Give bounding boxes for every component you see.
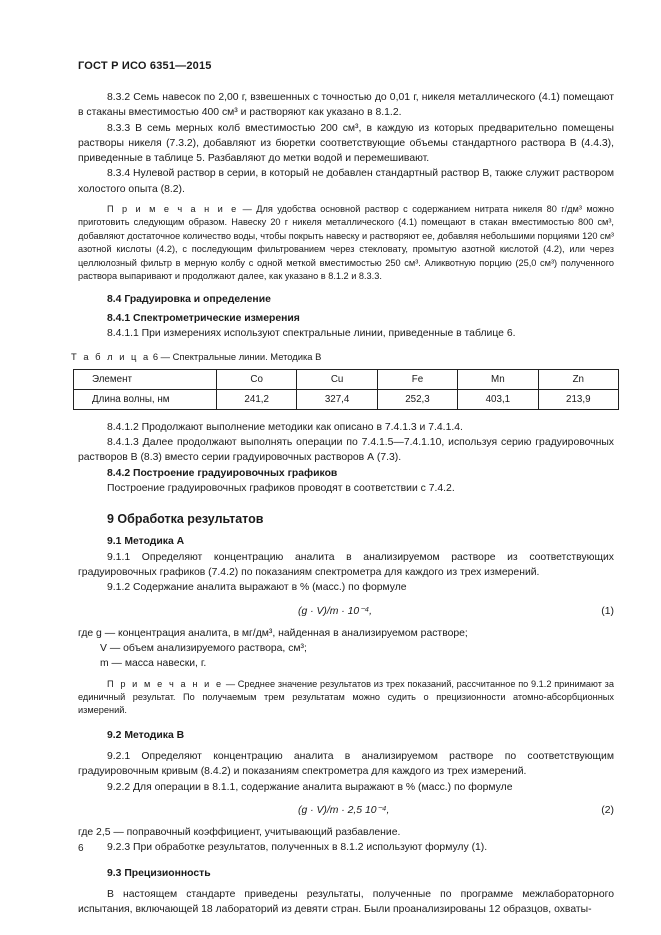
paragraph-8-4-2: Построение градуировочных графиков проводят в соответствии с 7.4.2. bbox=[107, 482, 455, 494]
heading-8-4: 8.4 Градуировка и определение bbox=[107, 293, 271, 305]
heading-9-2: 9.2 Методика В bbox=[107, 729, 185, 741]
definition-m: m — масса навески, г. bbox=[100, 658, 207, 670]
heading-9-3: 9.3 Прецизионность bbox=[107, 867, 211, 879]
table-caption bbox=[71, 349, 614, 364]
table-cell: 403,1 bbox=[458, 389, 538, 409]
paragraph-9-3: В настоящем стандарте приведены результаты, полученные по программе межлабораторного испытания, включающей 18 лабораторий из девяти стран. Были проанализированы 12 образцов, охваты- bbox=[78, 888, 614, 916]
paragraph-8-4-1-3: 8.4.1.3 Далее продолжают выполнять операции по 7.4.1.5—7.4.1.10, используя серию градуировочных растворов В (8.3) вместо серии градуировочных растворов А (7.3). bbox=[78, 437, 614, 464]
formula-2 bbox=[78, 803, 614, 820]
note-2-text: — Среднее значение результатов из трех показаний, рассчитанное по 9.1.2 принимают за единичный результат. По получаемым трем результатам можно судить о прецизионности атомно-абсорбционных измерений. bbox=[78, 678, 614, 716]
heading-8-4-1: 8.4.1 Спектрометрические измерения bbox=[107, 312, 300, 324]
table-header-cell: Fe bbox=[377, 369, 457, 389]
document-body bbox=[71, 90, 614, 917]
note-1-text: — Для удобства основной раствор с содержанием нитрата никеля 80 г/дм³ можно приготовить следующим образом. Навеску 20 г никеля металлического (4.1) помещают в стакан вместимостью 800 см³, добавляют достаточное количество воды, чтобы покрыть навеску и растворяют ее, добавляя небольшими порциями 120 см³ азотной кислоты (4.2), с последующим фильтрованием через стекловату, промытую азотной кислотой (4.2), или через целлюлозный фильтр в мерную колбу с одной меткой вместимостью 250 см³. Аликвотную порцию (25,0 см³) полученного раствора выпаривают и продолжают далее, как указано в 8.1.2 и 8.3.3. bbox=[78, 204, 614, 282]
paragraph-8-3-3: 8.3.3 В семь мерных колб вместимостью 200 см³, в каждую из которых предварительно помещены растворы никеля (7.3.2), добавляют из бюретки соответствующие объемы стандартного раствора В (4.4.3), приведенные в таблице 5. Разбавляют до метки водой и перемешивают. bbox=[78, 122, 614, 165]
table-header-cell: Элемент bbox=[74, 369, 217, 389]
definition-g: где g — концентрация аналита, в мг/дм³, найденная в анализируемом растворе; bbox=[78, 627, 468, 639]
formula-2-expression: (g · V)/m · 2,5 10⁻⁴, bbox=[298, 804, 390, 816]
definition-2-5: где 2,5 — поправочный коэффициент, учитывающий разбавление. bbox=[78, 826, 401, 838]
formula-1-number: (1) bbox=[601, 605, 614, 617]
table-cell: 213,9 bbox=[538, 389, 618, 409]
paragraph-9-2-1: 9.2.1 Определяют концентрацию аналита в анализируемом растворе по соответствующим градуировочным кривым (8.4.2) и показаниям спектрометра для каждого из трех измерений. bbox=[78, 751, 614, 778]
note-1 bbox=[78, 203, 614, 283]
heading-9: 9 Обработка результатов bbox=[107, 512, 264, 527]
paragraph-9-2-3: 9.2.3 При обработке результатов, полученных в 8.1.2 используют формулу (1). bbox=[107, 842, 488, 854]
definition-v: V — объем анализируемого раствора, см³; bbox=[100, 642, 307, 654]
heading-9-1: 9.1 Методика А bbox=[107, 536, 185, 548]
paragraph-9-1-2: 9.1.2 Содержание аналита выражают в % (масс.) по формуле bbox=[107, 582, 407, 594]
note-2-label: П р и м е ч а н и е bbox=[107, 678, 224, 689]
table-cell: 241,2 bbox=[217, 389, 297, 409]
table-header-cell: Co bbox=[217, 369, 297, 389]
table-cell: Длина волны, нм bbox=[74, 389, 217, 409]
table-header-row bbox=[74, 369, 619, 389]
note-2 bbox=[78, 678, 614, 718]
heading-8-4-2: 8.4.2 Построение градуировочных графиков bbox=[107, 467, 338, 479]
spectral-lines-table bbox=[73, 369, 619, 410]
paragraph-8-3-2: 8.3.2 Семь навесок по 2,00 г, взвешенных с точностью до 0,01 г, никеля металлического (4.1) помещают в стаканы вместимостью 400 см³ и растворяют как указано в 8.1.2. bbox=[78, 92, 614, 119]
paragraph-8-4-1-1: 8.4.1.1 При измерениях используют спектральные линии, приведенные в таблице 6. bbox=[107, 328, 516, 340]
page-number: 6 bbox=[78, 843, 84, 854]
table-header-cell: Cu bbox=[297, 369, 377, 389]
table-header-cell: Zn bbox=[538, 369, 618, 389]
paragraph-9-2-2: 9.2.2 Для операции в 8.1.1, содержание аналита выражают в % (масс.) по формуле bbox=[107, 781, 513, 793]
note-1-label: П р и м е ч а н и е bbox=[107, 204, 239, 215]
formula-1 bbox=[78, 604, 614, 621]
table-cell: 252,3 bbox=[377, 389, 457, 409]
table-caption-label: Т а б л и ц а bbox=[71, 351, 151, 363]
table-cell: 327,4 bbox=[297, 389, 377, 409]
table-row bbox=[74, 389, 619, 409]
document-header: ГОСТ Р ИСО 6351—2015 bbox=[78, 60, 212, 72]
paragraph-9-1-1: 9.1.1 Определяют концентрацию аналита в анализируемом растворе из соответствующих градуировочных графиков (7.4.2) по показаниям спектрометра для каждого из трех измерений. bbox=[78, 551, 614, 579]
table-header-cell: Mn bbox=[458, 369, 538, 389]
paragraph-8-4-1-2: 8.4.1.2 Продолжают выполнение методики как описано в 7.4.1.3 и 7.4.1.4. bbox=[107, 421, 463, 433]
formula-1-expression: (g · V)/m · 10⁻⁴, bbox=[298, 605, 373, 617]
paragraph-8-3-4: 8.3.4 Нулевой раствор в серии, в который не добавлен стандартный раствор В, также служит раствором холостого опыта (8.2). bbox=[78, 168, 614, 195]
table-caption-text: 6 — Спектральные линии. Методика В bbox=[150, 351, 322, 363]
formula-2-number: (2) bbox=[601, 804, 614, 816]
